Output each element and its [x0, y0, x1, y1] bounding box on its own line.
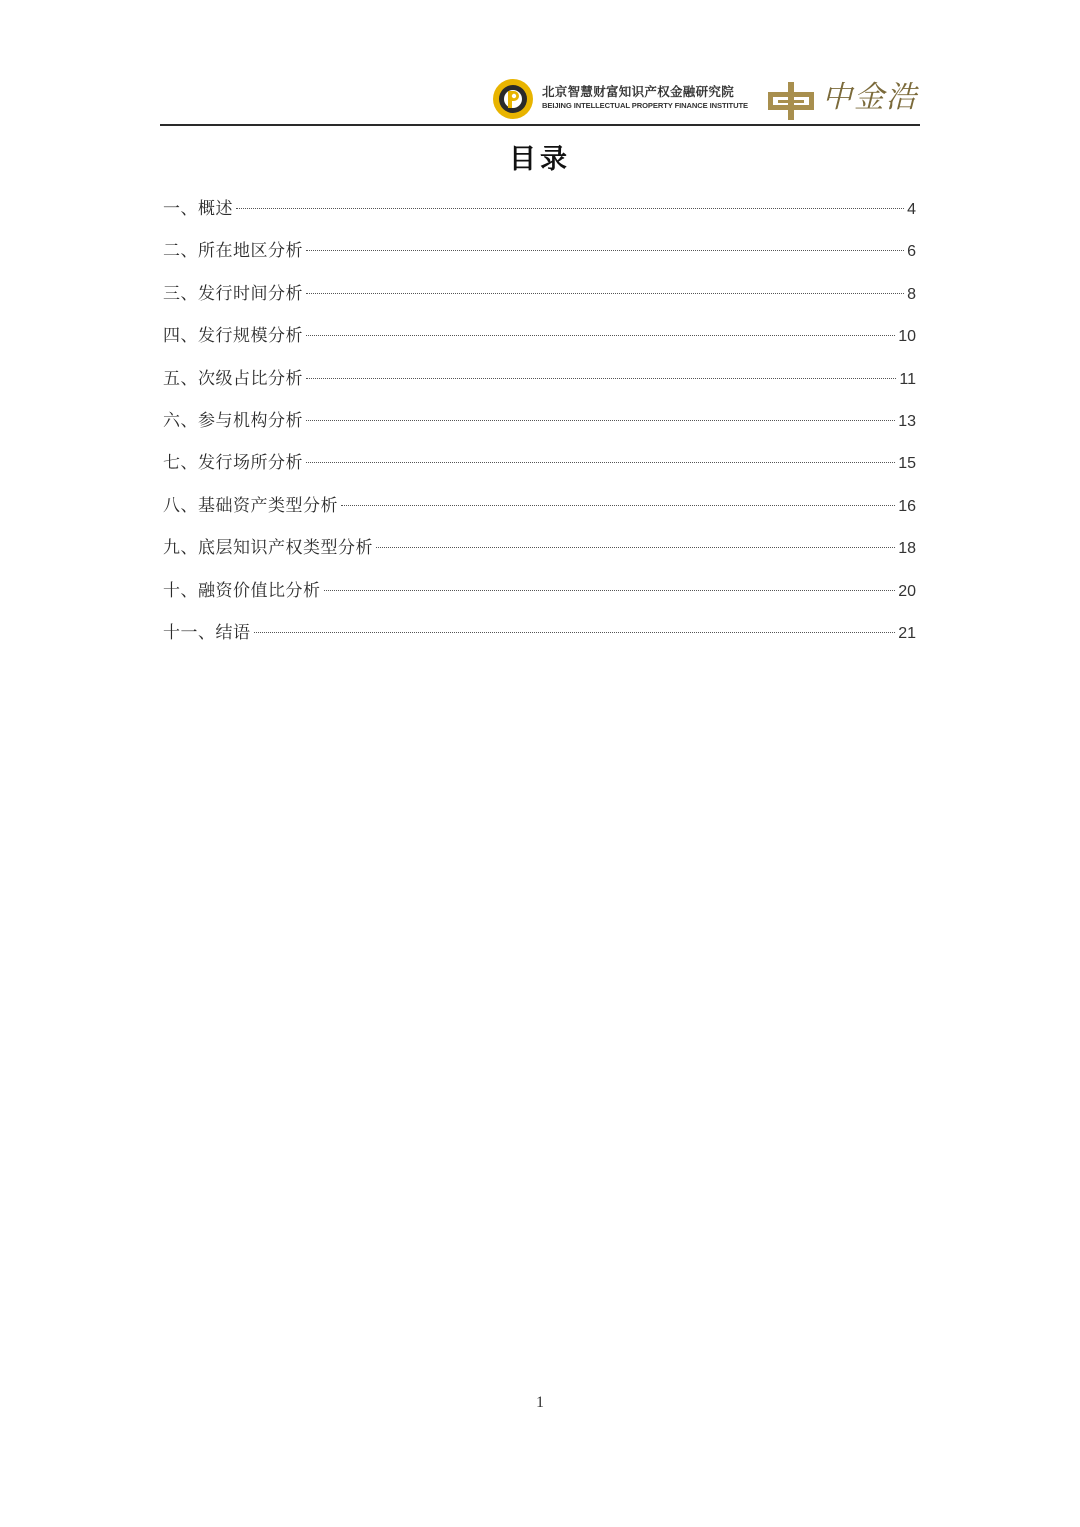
toc-entry-label: 九、底层知识产权类型分析	[163, 538, 373, 559]
toc-entry-label: 二、所在地区分析	[163, 241, 303, 262]
header-divider	[160, 124, 920, 126]
toc-entry[interactable]	[163, 535, 916, 577]
page-header	[160, 74, 920, 126]
toc-dot-leader	[306, 420, 895, 421]
toc-entry-label: 十一、结语	[163, 622, 251, 643]
toc-entry-label: 四、发行规模分析	[163, 326, 303, 347]
toc-entry[interactable]	[163, 323, 916, 365]
toc-entry[interactable]	[163, 450, 916, 492]
toc-dot-leader	[376, 547, 895, 548]
toc-entry-label: 八、基础资产类型分析	[163, 495, 338, 516]
toc-entry[interactable]	[163, 196, 916, 238]
partner-name: 中金浩	[822, 80, 918, 115]
institute-name-en: BEIJING INTELLECTUAL PROPERTY FINANCE INSTITUTE	[542, 101, 748, 110]
institute-name	[542, 84, 762, 111]
toc-entry-label: 七、发行场所分析	[163, 453, 303, 474]
bipfi-logo-icon	[492, 78, 534, 120]
page-number: 1	[536, 1394, 544, 1411]
toc-entry-label: 三、发行时间分析	[163, 283, 303, 304]
toc-entry-label: 五、次级占比分析	[163, 368, 303, 389]
toc-entry-page: 11	[899, 370, 916, 388]
toc-entry-page: 15	[898, 455, 916, 473]
zjh-logo-icon	[766, 80, 816, 122]
toc-title: 目录	[509, 144, 571, 175]
toc-dot-leader	[306, 293, 904, 294]
toc-entry-label: 一、概述	[163, 199, 233, 219]
toc-entry-page: 20	[898, 582, 916, 600]
toc-dot-leader	[306, 250, 904, 251]
toc-entry[interactable]	[163, 408, 916, 450]
toc-dot-leader	[341, 505, 895, 506]
toc-dot-leader	[306, 378, 896, 379]
toc-dot-leader	[306, 462, 895, 463]
toc-entry[interactable]	[163, 493, 916, 535]
toc-entry-page: 10	[898, 328, 916, 346]
toc-dot-leader	[324, 590, 896, 591]
toc-entry-page: 6	[907, 243, 916, 261]
toc-list	[163, 196, 916, 662]
toc-dot-leader	[306, 335, 895, 336]
toc-entry-page: 4	[907, 201, 916, 218]
toc-dot-leader	[236, 208, 904, 209]
toc-entry[interactable]	[163, 578, 916, 620]
toc-entry-page: 18	[898, 540, 916, 558]
toc-entry-label: 六、参与机构分析	[163, 410, 303, 431]
toc-entry[interactable]	[163, 281, 916, 323]
toc-entry-page: 8	[907, 285, 916, 303]
toc-entry-page: 21	[898, 624, 916, 642]
institute-name-cn: 北京智慧财富知识产权金融研究院	[542, 84, 735, 99]
toc-entry[interactable]	[163, 620, 916, 662]
toc-entry[interactable]	[163, 366, 916, 408]
toc-entry-label: 十、融资价值比分析	[163, 580, 321, 601]
toc-entry-page: 16	[898, 497, 916, 515]
toc-entry[interactable]	[163, 238, 916, 280]
toc-dot-leader	[254, 632, 896, 633]
toc-entry-page: 13	[898, 412, 916, 430]
